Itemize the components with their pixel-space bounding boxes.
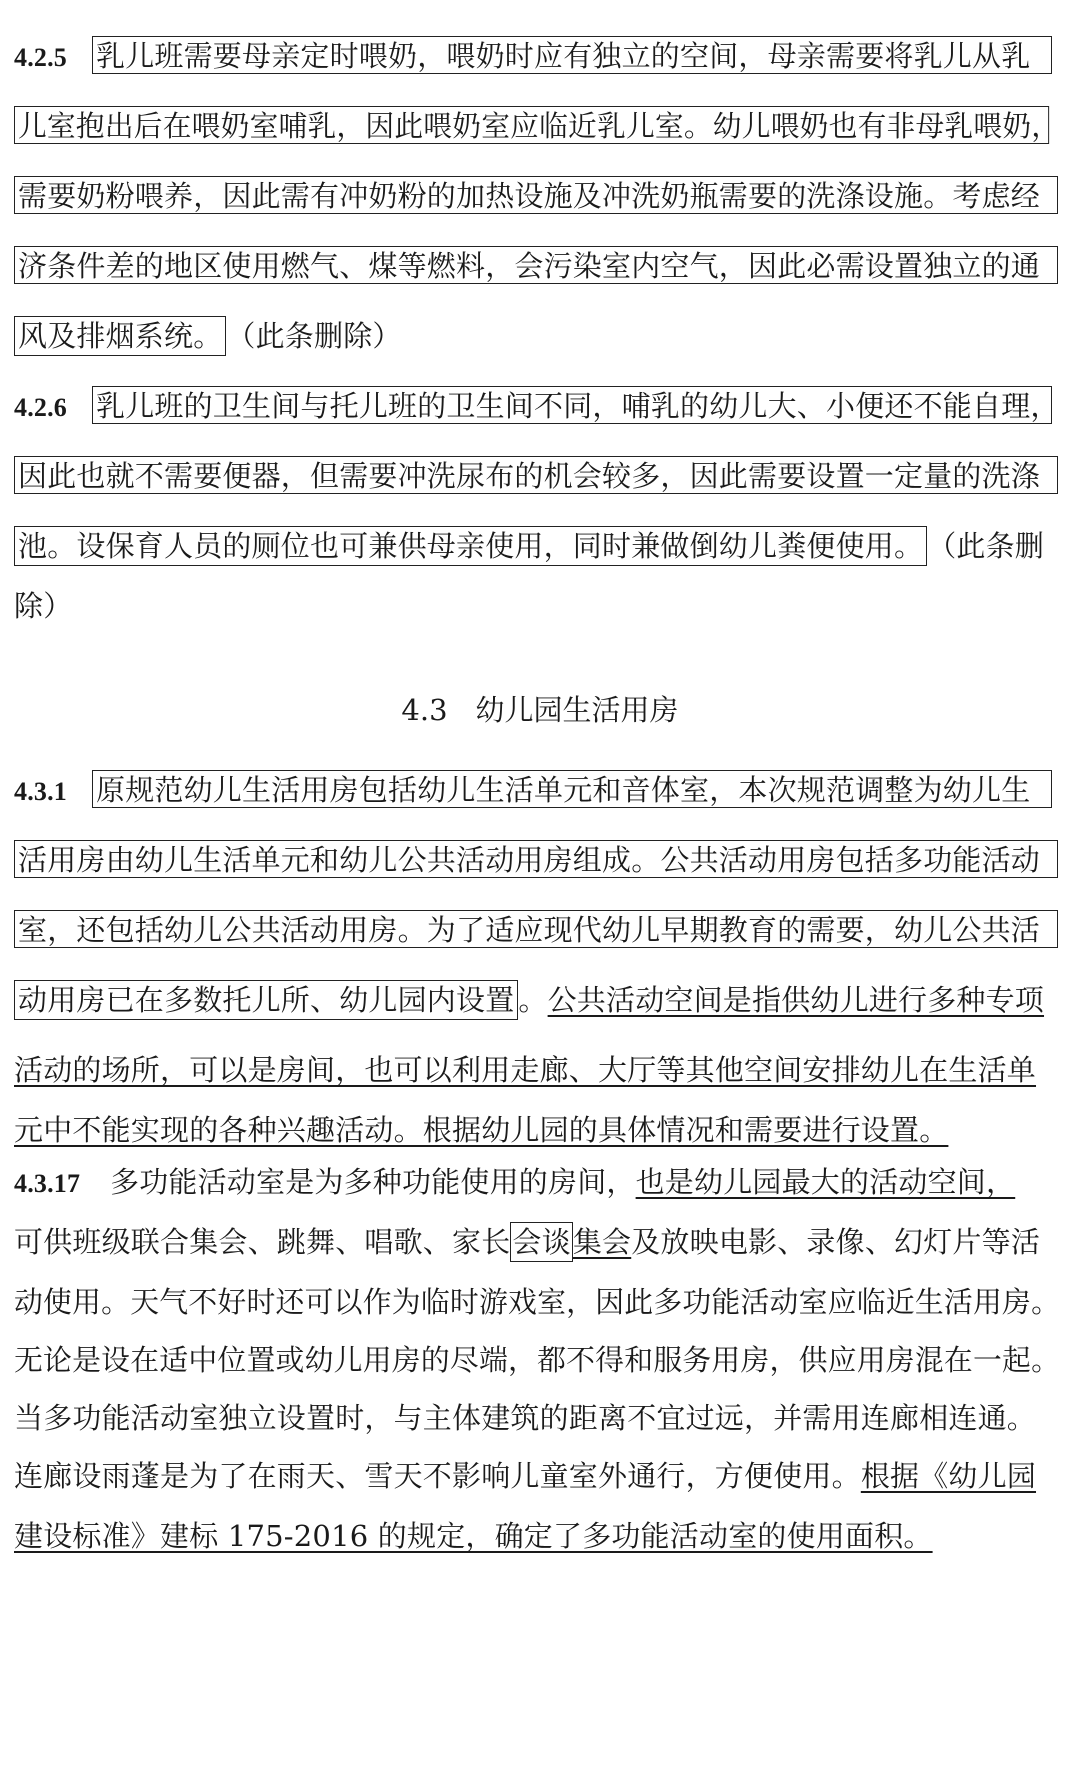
clause-4-3-17-line-4 — [14, 1340, 1060, 1380]
boxed-text: 风及排烟系统。 — [14, 316, 226, 356]
clause-number: 4.3.17 — [14, 1169, 81, 1198]
underlined-text: 也是幼儿园最大的活动空间， — [635, 1165, 1016, 1199]
clause-4-3-17-line-7 — [14, 1516, 933, 1556]
underlined-text: 集会 — [572, 1225, 632, 1259]
clause-4-2-6-line-1 — [14, 386, 1060, 426]
underlined-text: 活动的场所，可以是房间，也可以利用走廊、大厅等其他空间安排幼儿在生活单 — [14, 1053, 1037, 1087]
clause-4-2-5-line-5 — [14, 316, 402, 356]
boxed-text: 济条件差的地区使用燃气、煤等燃料，会污染室内空气，因此必需设置独立的通 — [14, 246, 1058, 284]
boxed-text: 需要奶粉喂养，因此需有冲奶粉的加热设施及冲洗奶瓶需要的洗涤设施。考虑经 — [14, 176, 1058, 214]
clause-4-3-17-line-2 — [14, 1222, 1040, 1262]
clause-4-3-1-line-3 — [14, 910, 1058, 950]
underlined-text: 元中不能实现的各种兴趣活动。根据幼儿园的具体情况和需要进行设置。 — [14, 1113, 949, 1147]
clause-4-3-17-line-1 — [14, 1162, 1015, 1202]
section-title: 幼儿园生活用房 — [475, 693, 679, 727]
clause-4-3-17-line-3 — [14, 1282, 1060, 1322]
clause-number: 4.2.6 — [14, 393, 67, 422]
clause-4-3-1-line-6 — [14, 1110, 948, 1150]
deletion-note: 除） — [14, 589, 73, 623]
boxed-text: 动用房已在多数托儿所、幼儿园内设置 — [14, 980, 518, 1020]
plain-text: 。 — [518, 983, 548, 1017]
boxed-text: 室，还包括幼儿公共活动用房。为了适应现代幼儿早期教育的需要，幼儿公共活 — [14, 910, 1058, 948]
clause-4-3-1-line-1 — [14, 770, 1052, 810]
boxed-text: 会谈 — [510, 1222, 572, 1262]
clause-4-3-1-line-5 — [14, 1050, 1036, 1090]
boxed-text: 原规范幼儿生活用房包括幼儿生活单元和音体室，本次规范调整为幼儿生 — [92, 770, 1052, 808]
underlined-text: 公共活动空间是指供幼儿进行多种专项 — [547, 983, 1045, 1017]
boxed-text: 儿室抱出后在喂奶室哺乳，因此喂奶室应临近乳儿室。幼儿喂奶也有非母乳喂奶， — [14, 106, 1049, 144]
boxed-text: 池。设保育人员的厕位也可兼供母亲使用，同时兼做倒幼儿粪便使用。 — [14, 526, 927, 566]
plain-text: 可供班级联合集会、跳舞、唱歌、家长 — [14, 1225, 511, 1259]
boxed-text: 乳儿班需要母亲定时喂奶，喂奶时应有独立的空间，母亲需要将乳儿从乳 — [92, 36, 1052, 74]
clause-4-2-6-line-3 — [14, 526, 1044, 566]
clause-4-2-6-line-2 — [14, 456, 1058, 496]
clause-4-2-5-line-3 — [14, 176, 1058, 216]
deletion-note: （此条删 — [927, 529, 1045, 563]
deletion-note: （此条删除） — [226, 319, 402, 353]
underlined-text: 根据《幼儿园 — [860, 1459, 1037, 1493]
clause-4-2-5-line-1 — [14, 36, 1052, 76]
clause-number: 4.2.5 — [14, 43, 67, 72]
clause-4-3-17-line-5 — [14, 1398, 1036, 1438]
plain-text: 当多功能活动室独立设置时，与主体建筑的距离不宜过远，并需用连廊相连通。 — [14, 1401, 1037, 1435]
plain-text: 多功能活动室是为多种功能使用的房间， — [110, 1165, 636, 1199]
boxed-text: 乳儿班的卫生间与托儿班的卫生间不同，哺乳的幼儿大、小便还不能自理， — [92, 386, 1052, 424]
clause-4-3-1-line-2 — [14, 840, 1058, 880]
underlined-text: 建设标准》建标 175-2016 的规定，确定了多功能活动室的使用面积。 — [14, 1519, 933, 1553]
clause-4-3-17-line-6 — [14, 1456, 1036, 1496]
clause-4-2-6-line-4 — [14, 586, 72, 626]
boxed-text: 因此也就不需要便器，但需要冲洗尿布的机会较多，因此需要设置一定量的洗涤 — [14, 456, 1058, 494]
clause-4-2-5-line-4 — [14, 246, 1058, 286]
plain-text: 及放映电影、录像、幻灯片等活 — [631, 1225, 1041, 1259]
boxed-text: 活用房由幼儿生活单元和幼儿公共活动用房组成。公共活动用房包括多功能活动 — [14, 840, 1058, 878]
clause-4-3-1-line-4 — [14, 980, 1044, 1020]
plain-text: 无论是设在适中位置或幼儿用房的尽端，都不得和服务用房，供应用房混在一起。 — [14, 1343, 1061, 1377]
section-number: 4.3 — [401, 693, 448, 727]
plain-text: 连廊设雨蓬是为了在雨天、雪天不影响儿童室外通行，方便使用。 — [14, 1459, 861, 1493]
section-heading — [0, 690, 1080, 730]
clause-4-2-5-line-2 — [14, 106, 1061, 146]
clause-number: 4.3.1 — [14, 777, 67, 806]
plain-text: 动使用。天气不好时还可以作为临时游戏室，因此多功能活动室应临近生活用房。 — [14, 1285, 1061, 1319]
